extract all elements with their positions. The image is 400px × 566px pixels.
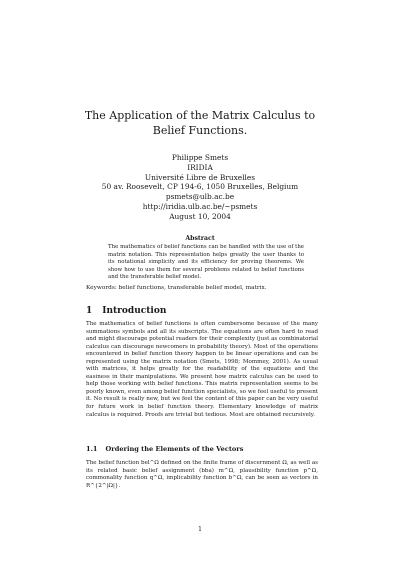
subsection-body: The belief function bel^Ω defined on the finite frame of discernment Ω, as well as its related basic belief assignment (bba) m^Ω, plausibility function p^Ω, commonality function q^Ω, implicability function b^Ω, can be seen as vectors in R^{2^|Ω|}. xyxy=(86,460,318,489)
section-number: 1 xyxy=(86,306,93,316)
affiliation-line: Université Libre de Bruxelles xyxy=(144,172,256,182)
section-body: The mathematics of belief functions is often cumbersome because of the many summations symbols and all its subscripts. The equations are often hard to read and might discourage potential readers for their complexity (just as combinatorial calculus can discourage newcomers in probability theory). Most of the operations encountered in belief function theory happen to be linear operations and can be represented using the matrix notation (Smets, 1998; Mommey, 2001). As usual with matrices, it helps greatly for the readability of the equations and the easiness in their manipulations. We present how matrix calculus can be used to help those working with belief functions. This matrix representation seems to be poorly known, even among belief function specialists, so we feel useful to present it. No result is really new, but we feel the content of this paper can be very useful for future work in belief function theory. Elementary knowledge of matrix calculus is required. Proofs are trivial but tedious. Most are obtained recursively. xyxy=(86,321,318,418)
keywords: Keywords: belief functions, transferable belief model, matrix. xyxy=(86,285,267,291)
section-heading xyxy=(86,306,166,316)
page-number: 1 xyxy=(198,526,202,533)
paper-title: The Application of the Matrix Calculus to Belief Functions. xyxy=(84,109,316,137)
author-name: Philippe Smets xyxy=(171,153,229,162)
affiliation-line: IRIDIA xyxy=(187,162,213,172)
subsection-heading xyxy=(86,445,243,453)
author-email: psmets@ulb.ac.be xyxy=(165,192,235,202)
section-title: Introduction xyxy=(102,306,167,316)
abstract-text: The mathematics of belief functions can be handled with the use of the matrix notation. This representation helps greatly the user thanks to its notational simplicity and its efficiency for proving theorems. We show how to use them for several problems related to belief functions and the transferable belief model. xyxy=(108,244,304,280)
subsection-title: Ordering the Elements of the Vectors xyxy=(105,445,244,453)
author-block xyxy=(60,153,340,212)
author-url: http://iridia.ulb.ac.be/~psmets xyxy=(142,201,258,211)
abstract-heading: Abstract xyxy=(185,235,215,242)
paper-date: August 10, 2004 xyxy=(169,212,231,221)
subsection-number: 1.1 xyxy=(86,445,98,453)
affiliation-line: 50 av. Roosevelt, CP 194-6, 1050 Bruxelles, Belgium xyxy=(101,182,299,192)
